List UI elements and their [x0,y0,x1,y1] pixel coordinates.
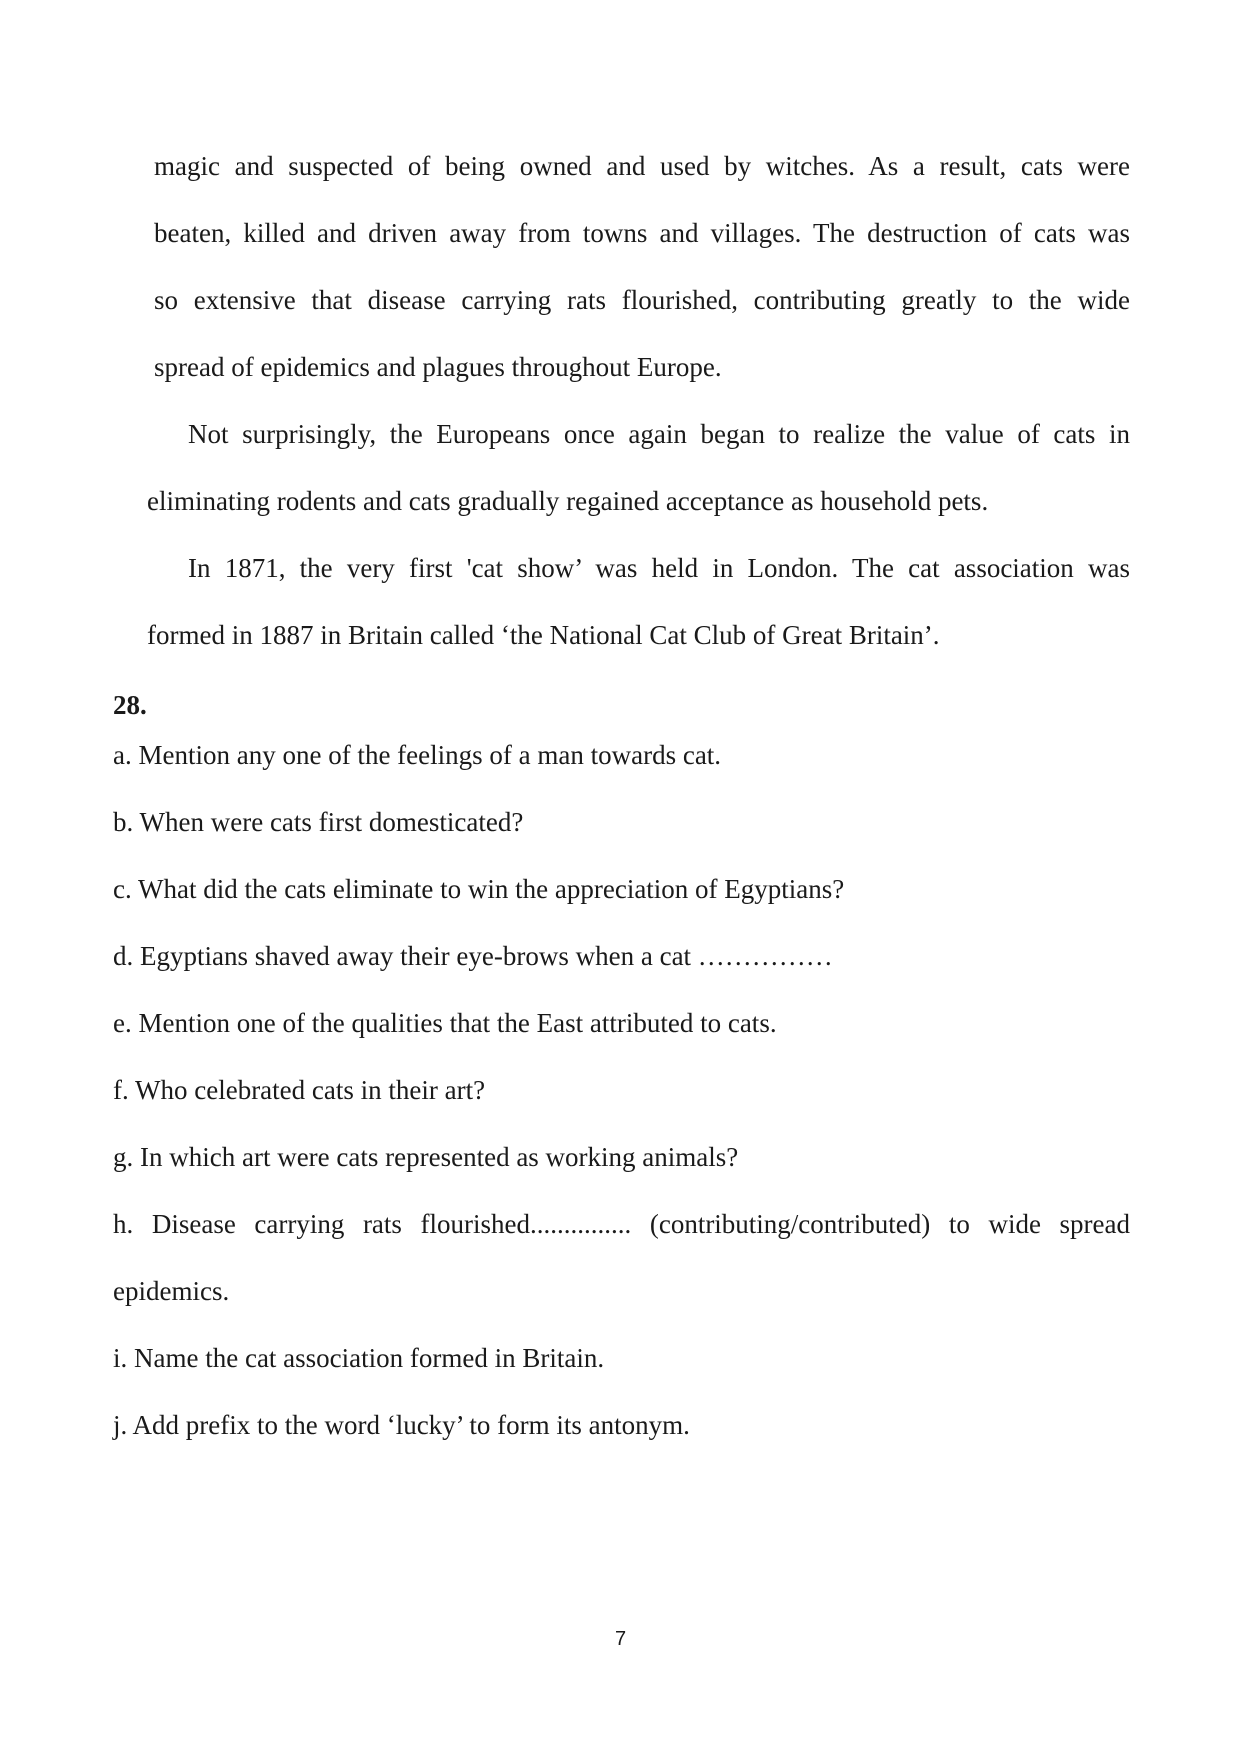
passage-line: magic and suspected of being owned and used by witches. As a result, cats were [154,151,1130,181]
passage-line: eliminating rodents and cats gradually regained acceptance as household pets. [147,486,989,516]
question-item: g. In which art were cats represented as working animals? [113,1142,739,1172]
passage-line: Not surprisingly, the Europeans once again began to realize the value of cats in [188,419,1130,449]
question-item: j. Add prefix to the word ‘lucky’ to form its antonym. [113,1410,690,1440]
question-number: 28. [113,690,147,720]
question-item: b. When were cats first domesticated? [113,807,524,837]
question-item: h. Disease carrying rats flourished............... (contributing/contributed) to wide spread [113,1209,1130,1239]
passage-line: formed in 1887 in Britain called ‘the National Cat Club of Great Britain’. [147,620,940,650]
question-item: e. Mention one of the qualities that the East attributed to cats. [113,1008,777,1038]
passage-line: In 1871, the very first 'cat show’ was held in London. The cat association was [188,553,1130,583]
page-number: 7 [614,1628,627,1650]
question-item: f. Who celebrated cats in their art? [113,1075,486,1105]
question-item-continuation: epidemics. [113,1276,230,1306]
question-item: a. Mention any one of the feelings of a man towards cat. [113,740,722,770]
question-item: c. What did the cats eliminate to win the appreciation of Egyptians? [113,874,845,904]
question-item: i. Name the cat association formed in Britain. [113,1343,605,1373]
passage-line: so extensive that disease carrying rats flourished, contributing greatly to the wide [154,285,1130,315]
question-item: d. Egyptians shaved away their eye-brows when a cat …………… [113,941,833,971]
passage-line: spread of epidemics and plagues throughout Europe. [154,352,722,382]
passage-line: beaten, killed and driven away from towns and villages. The destruction of cats was [154,218,1130,248]
